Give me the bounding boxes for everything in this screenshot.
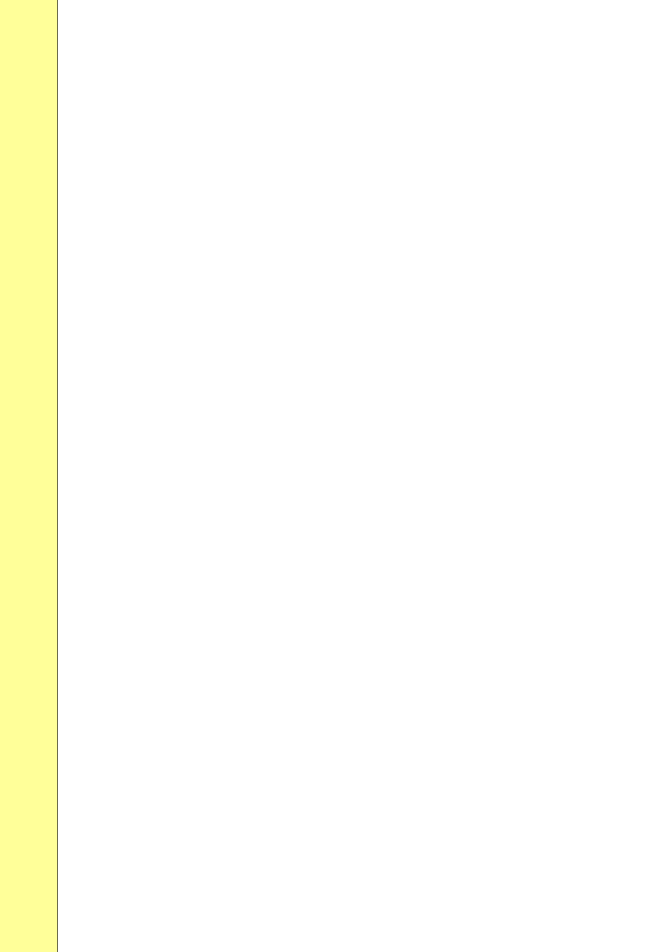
region-label-column xyxy=(0,0,58,952)
